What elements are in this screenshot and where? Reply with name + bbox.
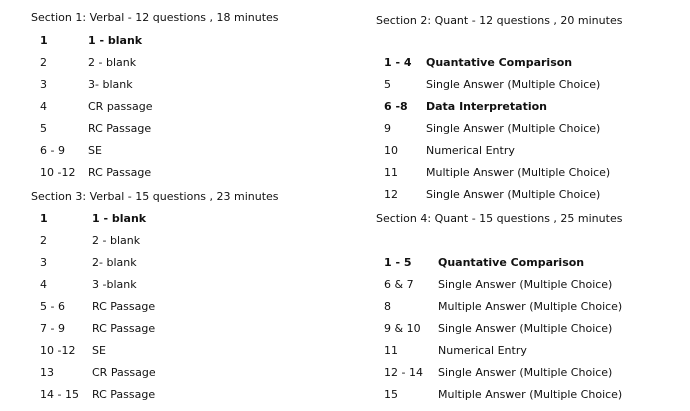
question-number: 5 - 6 bbox=[40, 300, 65, 313]
section-2-title: Section 2: Quant - 12 questions , 20 minutes bbox=[376, 14, 623, 27]
question-number: 9 & 10 bbox=[384, 322, 421, 335]
question-number: 5 bbox=[384, 78, 391, 91]
question-number: 8 bbox=[384, 300, 391, 313]
section-1-title: Section 1: Verbal - 12 questions , 18 minutes bbox=[31, 11, 279, 24]
question-type: Quantative Comparison bbox=[438, 256, 585, 269]
question-type: RC Passage bbox=[92, 388, 156, 401]
question-number: 11 bbox=[384, 344, 398, 357]
question-type: RC Passage bbox=[92, 300, 156, 313]
question-number: 3 bbox=[40, 256, 47, 269]
question-type: Single Answer (Multiple Choice) bbox=[438, 278, 613, 291]
question-type: Quantative Comparison bbox=[426, 56, 573, 69]
question-type: Single Answer (Multiple Choice) bbox=[426, 188, 601, 201]
question-type: Data Interpretation bbox=[426, 100, 547, 113]
question-number: 1 - 4 bbox=[384, 56, 412, 69]
question-type: CR Passage bbox=[92, 366, 156, 379]
question-type: Single Answer (Multiple Choice) bbox=[438, 322, 613, 335]
question-number: 5 bbox=[40, 122, 47, 135]
question-number: 15 bbox=[384, 388, 398, 401]
question-type: Single Answer (Multiple Choice) bbox=[438, 366, 613, 379]
question-type: Multiple Answer (Multiple Choice) bbox=[426, 166, 611, 179]
question-number: 9 bbox=[384, 122, 391, 135]
question-type: 3 -blank bbox=[92, 278, 137, 291]
question-number: 14 - 15 bbox=[40, 388, 79, 401]
question-number: 2 bbox=[40, 234, 47, 247]
question-type: Single Answer (Multiple Choice) bbox=[426, 122, 601, 135]
question-number: 4 bbox=[40, 278, 47, 291]
question-type: 1 - blank bbox=[88, 34, 143, 47]
section-3-title: Section 3: Verbal - 15 questions , 23 minutes bbox=[31, 190, 279, 203]
question-number: 12 - 14 bbox=[384, 366, 423, 379]
question-type: 2 - blank bbox=[92, 234, 141, 247]
question-type: Multiple Answer (Multiple Choice) bbox=[438, 388, 623, 401]
question-type: RC Passage bbox=[88, 166, 152, 179]
question-type: Numerical Entry bbox=[426, 144, 515, 157]
question-number: 1 - 5 bbox=[384, 256, 412, 269]
question-type: 2 - blank bbox=[88, 56, 137, 69]
question-number: 1 bbox=[40, 212, 48, 225]
section-4-title: Section 4: Quant - 15 questions , 25 minutes bbox=[376, 212, 623, 225]
question-number: 6 -8 bbox=[384, 100, 408, 113]
question-number: 1 bbox=[40, 34, 48, 47]
question-type: Single Answer (Multiple Choice) bbox=[426, 78, 601, 91]
question-type: RC Passage bbox=[88, 122, 152, 135]
question-type: 3- blank bbox=[88, 78, 133, 91]
question-number: 10 bbox=[384, 144, 398, 157]
question-number: 10 -12 bbox=[40, 344, 76, 357]
question-type: RC Passage bbox=[92, 322, 156, 335]
question-number: 12 bbox=[384, 188, 398, 201]
question-number: 10 -12 bbox=[40, 166, 76, 179]
question-type: SE bbox=[88, 144, 102, 157]
question-type: SE bbox=[92, 344, 106, 357]
question-type: CR passage bbox=[88, 100, 153, 113]
question-number: 13 bbox=[40, 366, 54, 379]
question-number: 7 - 9 bbox=[40, 322, 65, 335]
question-number: 6 - 9 bbox=[40, 144, 65, 157]
question-number: 3 bbox=[40, 78, 47, 91]
question-number: 2 bbox=[40, 56, 47, 69]
question-type: Numerical Entry bbox=[438, 344, 527, 357]
question-type: 2- blank bbox=[92, 256, 137, 269]
question-number: 4 bbox=[40, 100, 47, 113]
question-number: 11 bbox=[384, 166, 398, 179]
question-type: 1 - blank bbox=[92, 212, 147, 225]
question-type: Multiple Answer (Multiple Choice) bbox=[438, 300, 623, 313]
question-number: 6 & 7 bbox=[384, 278, 414, 291]
